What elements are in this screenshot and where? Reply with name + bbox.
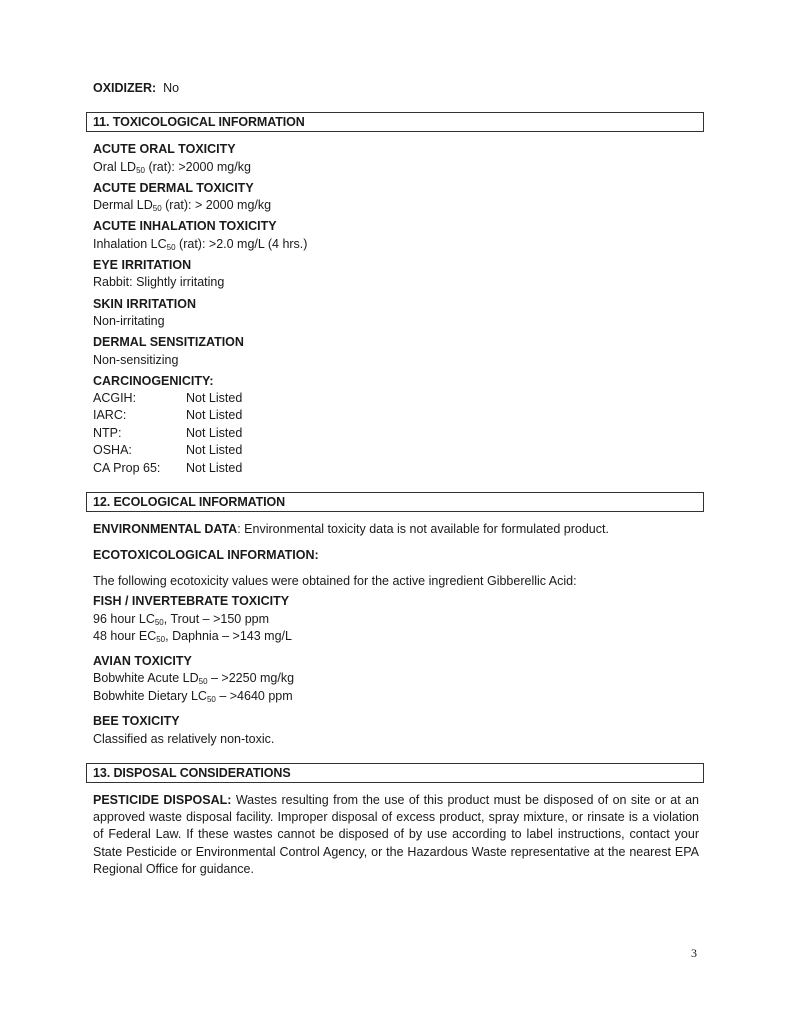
section-12-header [86,492,704,512]
dermal-sensitization-heading: DERMAL SENSITIZATION [93,335,244,349]
section-13-header [86,763,704,783]
avian-l2-pre: Bobwhite Dietary LC [93,689,207,703]
acute-oral-heading: ACUTE ORAL TOXICITY [93,142,236,156]
carcinogenicity-heading: CARCINOGENICITY: [93,374,214,388]
oxidizer-line [93,80,179,96]
fish-toxicity-heading: FISH / INVERTEBRATE TOXICITY [93,594,290,608]
carc-agency: IARC: [93,408,127,422]
carc-agency: CA Prop 65: [93,461,161,475]
avian-l2-sub: 50 [206,695,216,704]
carc-status: Not Listed [186,443,243,457]
acute-oral-sub: 50 [136,166,145,175]
carcinogenicity-row [93,390,393,406]
ecotox-heading: ECOTOXICOLOGICAL INFORMATION: [93,548,319,562]
environmental-data-label: ENVIRONMENTAL DATA [93,522,238,536]
avian-l1-pre: Bobwhite Acute LD [93,671,199,685]
acute-dermal-pre: Dermal LD [93,198,153,212]
acute-oral-post: (rat): >2000 mg/kg [144,160,251,174]
acute-dermal-sub: 50 [152,204,162,213]
fish-l2-post: , Daphnia – >143 mg/L [165,629,292,643]
carcinogenicity-row [93,442,393,458]
skin-irritation-value: Non-irritating [93,314,165,328]
acute-inhalation-pre: Inhalation LC [93,237,167,251]
avian-l1-post: – >2250 mg/kg [207,671,295,685]
acute-dermal-value [93,197,271,213]
fish-l1-sub: 50 [154,618,164,627]
avian-l2-post: – >4640 ppm [215,689,293,703]
carc-agency: ACGIH: [93,391,137,405]
section-11-header [86,112,704,132]
acute-inhalation-value [93,236,307,252]
dermal-sensitization-value: Non-sensitizing [93,353,179,367]
carc-agency: OSHA: [93,443,132,457]
oxidizer-label: OXIDIZER: [93,81,157,95]
section-12-title: 12. ECOLOGICAL INFORMATION [93,495,286,509]
avian-toxicity-heading: AVIAN TOXICITY [93,654,192,668]
fish-l1-pre: 96 hour LC [93,612,155,626]
pesticide-disposal-text: Wastes resulting from the use of this product must be disposed of on site or at an approved waste disposal facility. Improper disposal of excess product, spray mixture, or rinsate is a violation of Federal Law. If these wastes cannot be disposed of by use according to label instructions, contact your State Pesticide or Environmental Control Agency, or the Hazardous Waste representative at the nearest EPA Regional Office for guidance. [93,793,699,876]
ecotox-intro: The following ecotoxicity values were obtained for the active ingredient Gibberellic Acid: [93,574,577,588]
environmental-data-text: : Environmental toxicity data is not available for formulated product. [237,522,609,536]
carc-agency: NTP: [93,426,122,440]
skin-irritation-heading: SKIN IRRITATION [93,297,197,311]
fish-l2-pre: 48 hour EC [93,629,157,643]
acute-oral-pre: Oral LD [93,160,137,174]
carc-status: Not Listed [186,426,243,440]
carc-status: Not Listed [186,461,243,475]
bee-toxicity-value: Classified as relatively non-toxic. [93,732,275,746]
carcinogenicity-row [93,407,393,423]
carcinogenicity-row [93,460,393,476]
bee-toxicity-heading: BEE TOXICITY [93,714,180,728]
eye-irritation-value: Rabbit: Slightly irritating [93,275,225,289]
fish-l1-post: , Trout – >150 ppm [163,612,270,626]
pesticide-disposal-paragraph [93,792,699,878]
carc-status: Not Listed [186,391,243,405]
acute-dermal-heading: ACUTE DERMAL TOXICITY [93,181,254,195]
avian-toxicity-line1 [93,670,294,686]
page-number: 3 [691,946,697,960]
acute-inhalation-sub: 50 [166,243,176,252]
acute-inhalation-post: (rat): >2.0 mg/L (4 hrs.) [175,237,308,251]
carc-status: Not Listed [186,408,243,422]
pesticide-disposal-label: PESTICIDE DISPOSAL: [93,793,232,807]
section-13-title: 13. DISPOSAL CONSIDERATIONS [93,766,291,780]
acute-dermal-post: (rat): > 2000 mg/kg [161,198,272,212]
acute-oral-value [93,159,251,175]
section-11-title: 11. TOXICOLOGICAL INFORMATION [93,115,305,129]
environmental-data-line [93,521,609,537]
fish-toxicity-line1 [93,611,269,627]
eye-irritation-heading: EYE IRRITATION [93,258,192,272]
avian-l1-sub: 50 [198,677,208,686]
fish-toxicity-line2 [93,628,292,644]
oxidizer-value: No [163,81,180,95]
acute-inhalation-heading: ACUTE INHALATION TOXICITY [93,219,277,233]
avian-toxicity-line2 [93,688,293,704]
fish-l2-sub: 50 [156,635,166,644]
carcinogenicity-row [93,425,393,441]
